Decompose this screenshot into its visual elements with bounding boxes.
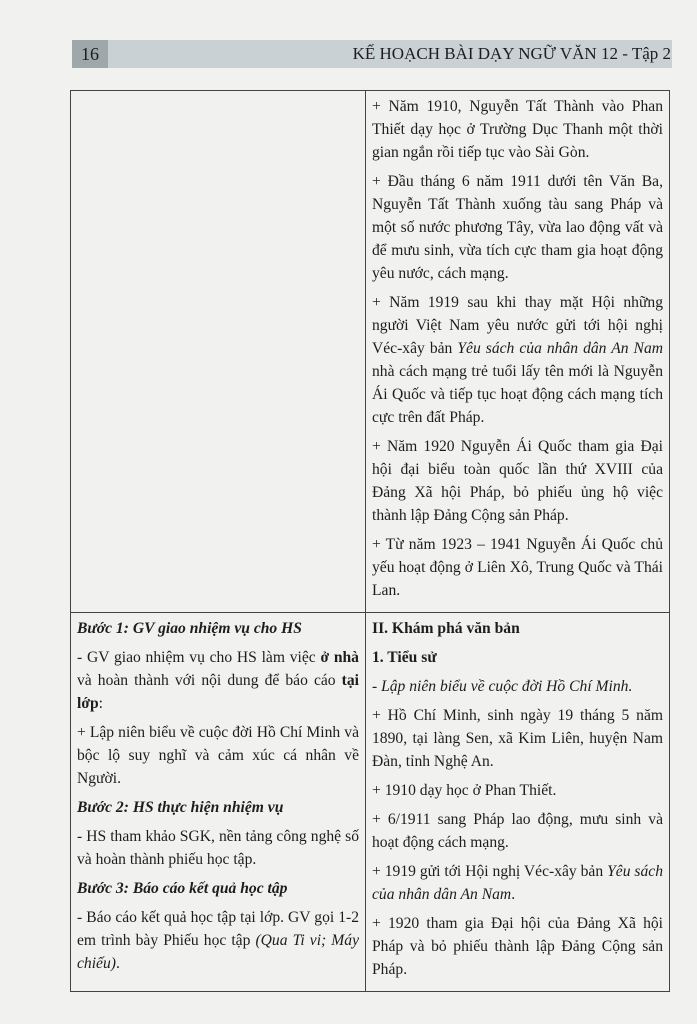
book-title: KẾ HOẠCH BÀI DẠY NGỮ VĂN 12 - Tập 2 [352,44,671,63]
text: (Qua Ti vi; Máy chiếu) [77,932,359,972]
text: nhà cách mạng trẻ tuổi lấy tên mới là Nguyễn Ái Quốc và tiếp tục hoạt động cách mạng tích cực trên đất Pháp. [372,363,663,426]
paragraph: - HS tham khảo SGK, nền tảng công nghệ số và hoàn thành phiếu học tập. [77,828,359,868]
text: tại lớp [77,672,359,712]
paragraph: + 1910 dạy học ở Phan Thiết. [372,782,557,799]
document-title: Yêu sách của nhân dân An Nam [372,863,663,903]
paragraph [77,906,359,975]
document-title: Yêu sách của nhân dân An Nam [457,340,663,357]
text: : [98,695,103,712]
paragraph: + Đầu tháng 6 năm 1911 dưới tên Văn Ba, Nguyễn Tất Thành xuống tàu sang Pháp và một số nước phương Tây, vừa lao động vất và để mưu sinh, vừa tích cực tham gia hoạt động yêu nước, cách mạng. [372,173,663,282]
step-heading: Bước 1: GV giao nhiệm vụ cho HS [77,620,302,637]
paragraph: + 6/1911 sang Pháp lao động, mưu sinh và hoạt động cách mạng. [372,811,663,851]
table-row [71,613,670,992]
table-row [71,91,670,613]
task-text: - Lập niên biểu về cuộc đời Hồ Chí Minh. [372,678,633,695]
step-heading: Bước 3: Báo cáo kết quả học tập [77,880,288,897]
paragraph [372,860,663,906]
content-cell [366,613,670,992]
text: + 1919 gửi tới Hội nghị Véc-xây bản [372,863,608,880]
paragraph: + Năm 1920 Nguyễn Ái Quốc tham gia Đại hội đại biểu toàn quốc lần thứ XVIII của Đảng Xã hội Pháp, bỏ phiếu ủng hộ việc thành lập Đảng Cộng sản Pháp. [372,438,663,524]
paragraph: + Lập niên biểu về cuộc đời Hồ Chí Minh và bộc lộ suy nghĩ và cảm xúc cá nhân về Người. [77,724,359,787]
paragraph: + 1920 tham gia Đại hội của Đảng Xã hội Pháp và bỏ phiếu thành lập Đảng Cộng sản Pháp. [372,915,663,978]
empty-cell [71,91,366,613]
section-heading: II. Khám phá văn bản [372,620,520,637]
text: - GV giao nhiệm vụ cho HS làm việc [77,649,321,666]
step-heading: Bước 2: HS thực hiện nhiệm vụ [77,799,284,816]
biography-cell [366,91,670,613]
paragraph [372,291,663,429]
text: và hoàn thành với nội dung để báo cáo [77,672,342,689]
paragraph: + Từ năm 1923 – 1941 Nguyễn Ái Quốc chủ yếu hoạt động ở Liên Xô, Trung Quốc và Thái Lan. [372,536,663,599]
text: ở nhà [320,649,359,666]
page-number: 16 [72,40,108,68]
text: - Báo cáo kết quả học tập tại lớp. GV gọi 1-2 em trình bày Phiếu học tập [77,909,359,949]
text: . [511,886,516,903]
subsection-heading: 1. Tiểu sử [372,649,437,666]
activity-cell [71,613,366,992]
text: + Năm 1919 sau khi thay mặt Hội những người Việt Nam yêu nước gửi tới hội nghị Véc-xây bản [372,294,663,357]
paragraph: + Năm 1910, Nguyễn Tất Thành vào Phan Thiết dạy học ở Trường Dục Thanh một thời gian ngắn rồi tiếp tục vào Sài Gòn. [372,98,663,161]
lesson-table [70,90,670,992]
paragraph: + Hồ Chí Minh, sinh ngày 19 tháng 5 năm 1890, tại làng Sen, xã Kim Liên, huyện Nam Đàn, tỉnh Nghệ An. [372,707,663,770]
text: . [115,955,120,972]
paragraph [77,646,359,715]
